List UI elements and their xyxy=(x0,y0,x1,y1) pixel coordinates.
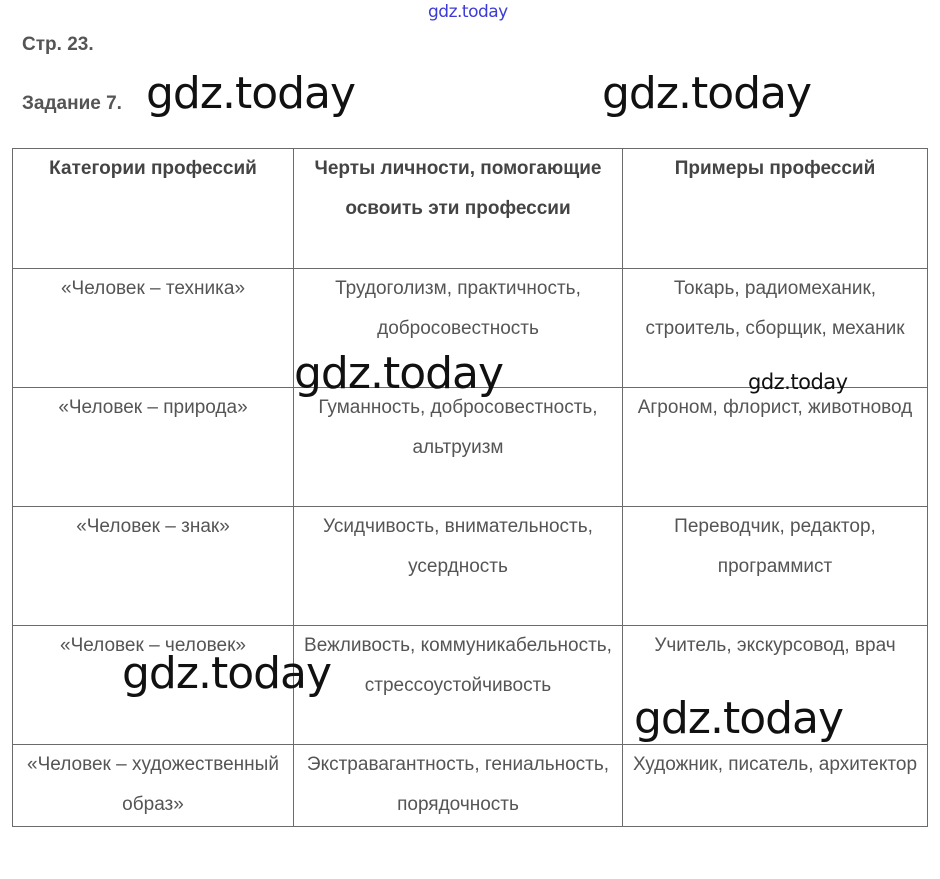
watermark-top: gdz.today xyxy=(428,2,508,22)
table-header-row xyxy=(13,149,928,269)
table-row xyxy=(13,745,928,827)
examples-cell: Агроном, флорист, животновод xyxy=(623,388,928,507)
category-cell: «Человек – техника» xyxy=(13,269,294,388)
table-row xyxy=(13,507,928,626)
watermark-text: gdz.today xyxy=(602,68,812,119)
examples-cell: Художник, писатель, архитектор xyxy=(623,745,928,827)
category-cell: «Человек – знак» xyxy=(13,507,294,626)
watermark-text: gdz.today xyxy=(146,68,356,119)
table-row xyxy=(13,388,928,507)
watermark-text: gdz.today xyxy=(294,348,504,399)
examples-cell: Токарь, радиомеханик, строитель, сборщик, механик xyxy=(623,269,928,388)
header-traits: Черты личности, помогающие освоить эти профессии xyxy=(294,149,623,269)
category-cell: «Человек – художественный образ» xyxy=(13,745,294,827)
traits-cell: Вежливость, коммуникабельность, стрессоустойчивость xyxy=(294,626,623,745)
header-categories: Категории профессий xyxy=(13,149,294,269)
watermark-text: gdz.today xyxy=(122,648,332,699)
header-examples: Примеры профессий xyxy=(623,149,928,269)
page-reference: Стр. 23. xyxy=(22,34,94,55)
traits-cell: Усидчивость, внимательность, усердность xyxy=(294,507,623,626)
traits-cell: Гуманность, добросовестность, альтруизм xyxy=(294,388,623,507)
traits-cell: Экстравагантность, гениальность, порядочность xyxy=(294,745,623,827)
watermark-text: gdz.today xyxy=(748,370,848,394)
category-cell: «Человек – человек» xyxy=(13,626,294,745)
category-cell: «Человек – природа» xyxy=(13,388,294,507)
task-label: Задание 7. xyxy=(22,93,122,114)
traits-cell: Трудоголизм, практичность, добросовестность xyxy=(294,269,623,388)
watermark-text: gdz.today xyxy=(634,693,844,744)
examples-cell: Учитель, экскурсовод, врач xyxy=(623,626,928,745)
examples-cell: Переводчик, редактор, программист xyxy=(623,507,928,626)
